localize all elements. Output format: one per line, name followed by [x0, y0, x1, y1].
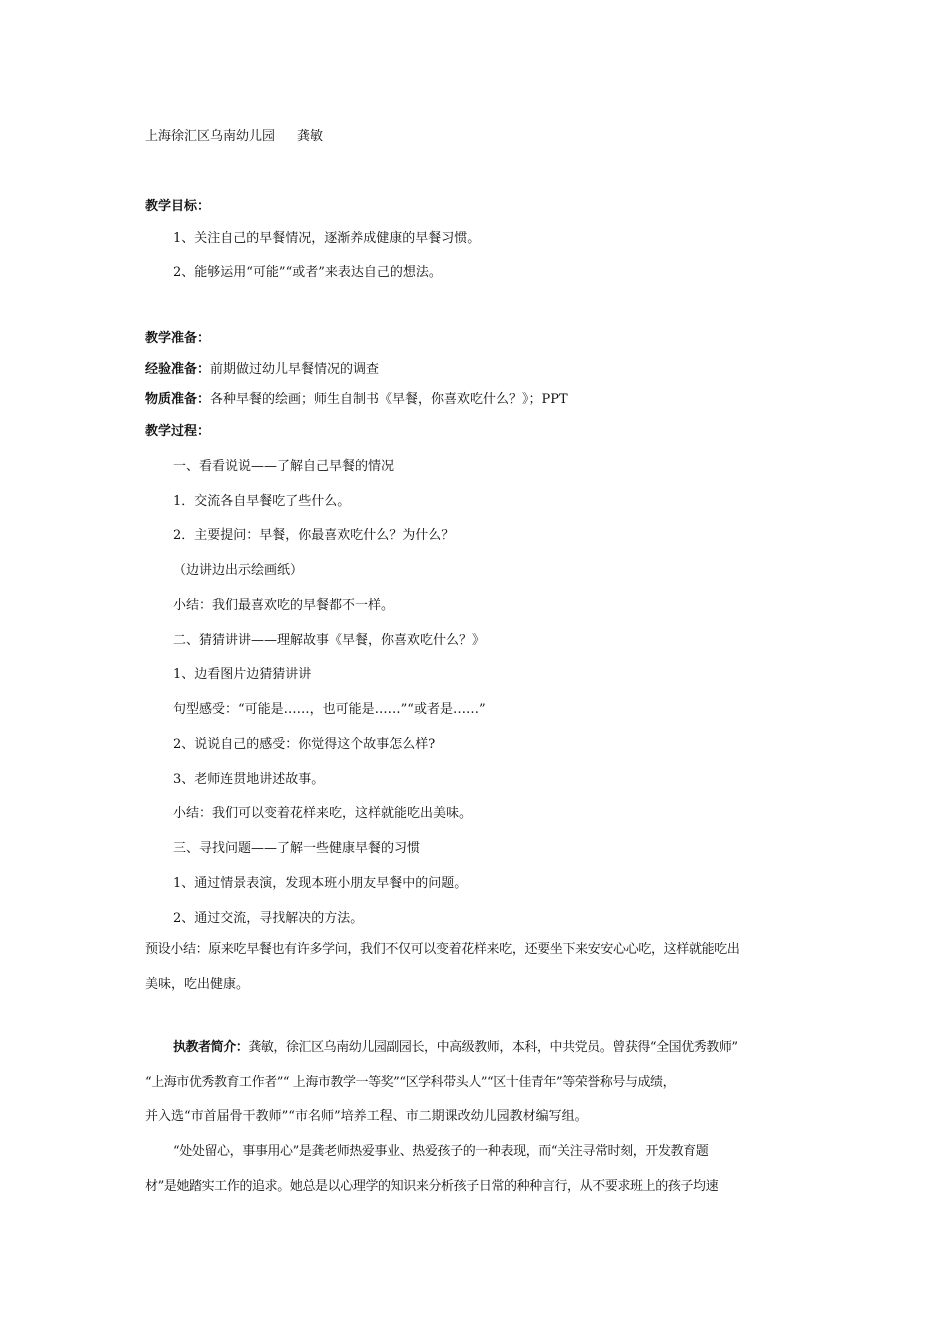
process-line: （边讲边出示绘画纸） — [173, 563, 304, 578]
bio-label: 执教者简介： — [173, 1040, 249, 1055]
author-line — [145, 128, 323, 146]
process-heading: 教学过程： — [145, 424, 211, 439]
teacher-name: 龚敏 — [297, 129, 324, 144]
bio-line: 材”是她踏实工作的追求。她总是以心理学的知识来分析孩子日常的种种言行，从不要求班上的孩子均速 — [145, 1179, 719, 1194]
experience-prep — [145, 361, 379, 379]
bio-line: “上海市优秀教育工作者”“ 上海市教学一等奖”“区学科带头人”“区十佳青年”等荣誉称号与成绩， — [145, 1075, 676, 1090]
prep-heading: 教学准备： — [145, 331, 211, 346]
bio-line: “处处留心，事事用心”是龚老师热爱事业、热爱孩子的一种表现，而“关注寻常时刻，开发教育题 — [173, 1144, 709, 1159]
goals-heading: 教学目标： — [145, 199, 211, 214]
process-line: 小结：我们可以变着花样来吃，这样就能吃出美味。 — [173, 806, 473, 821]
material-label: 物质准备： — [145, 392, 211, 407]
summary-line: 美味，吃出健康。 — [145, 977, 250, 992]
summary-line: 预设小结：原来吃早餐也有许多学问，我们不仅可以变着花样来吃，还要坐下来安安心心吃，这样就能吃出 — [145, 942, 740, 957]
process-line: 2．主要提问：早餐，你最喜欢吃什么？为什么？ — [173, 528, 455, 543]
bio-text: 龚敏，徐汇区乌南幼儿园副园长，中高级教师，本科，中共党员。曾获得“全国优秀教师” — [248, 1040, 738, 1055]
process-line: 1、边看图片边猜猜讲讲 — [173, 667, 312, 682]
process-line: 句型感受：“可能是……，也可能是……”“或者是……” — [173, 702, 486, 717]
experience-label: 经验准备： — [145, 362, 211, 377]
experience-text: 前期做过幼儿早餐情况的调查 — [210, 362, 380, 377]
bio-line — [173, 1039, 738, 1057]
process-line: 3、老师连贯地讲述故事。 — [173, 772, 325, 787]
process-line: 三、寻找问题——了解一些健康早餐的习惯 — [173, 841, 421, 856]
process-line: 2、说说自己的感受：你觉得这个故事怎么样? — [173, 737, 436, 752]
goal-item: 2、能够运用“可能”“或者”来表达自己的想法。 — [173, 265, 442, 280]
process-line: 2、通过交流，寻找解决的方法。 — [173, 911, 364, 926]
material-text: 各种早餐的绘画；师生自制书《早餐，你喜欢吃什么？》；PPT — [210, 392, 568, 407]
school-name: 上海徐汇区乌南幼儿园 — [145, 129, 276, 144]
process-line: 二、猜猜讲讲——理解故事《早餐，你喜欢吃什么？》 — [173, 633, 486, 648]
goal-item: 1、关注自己的早餐情况，逐渐养成健康的早餐习惯。 — [173, 231, 481, 246]
process-line: 1、通过情景表演，发现本班小朋友早餐中的问题。 — [173, 876, 468, 891]
process-line: 小结：我们最喜欢吃的早餐都不一样。 — [173, 598, 395, 613]
process-line: 一、看看说说——了解自己早餐的情况 — [173, 459, 395, 474]
material-prep — [145, 391, 568, 409]
bio-line: 并入选“市首届骨干教师”“市名师”培养工程、市二期课改幼儿园教材编写组。 — [145, 1109, 588, 1124]
process-line: 1．交流各自早餐吃了些什么。 — [173, 494, 351, 509]
